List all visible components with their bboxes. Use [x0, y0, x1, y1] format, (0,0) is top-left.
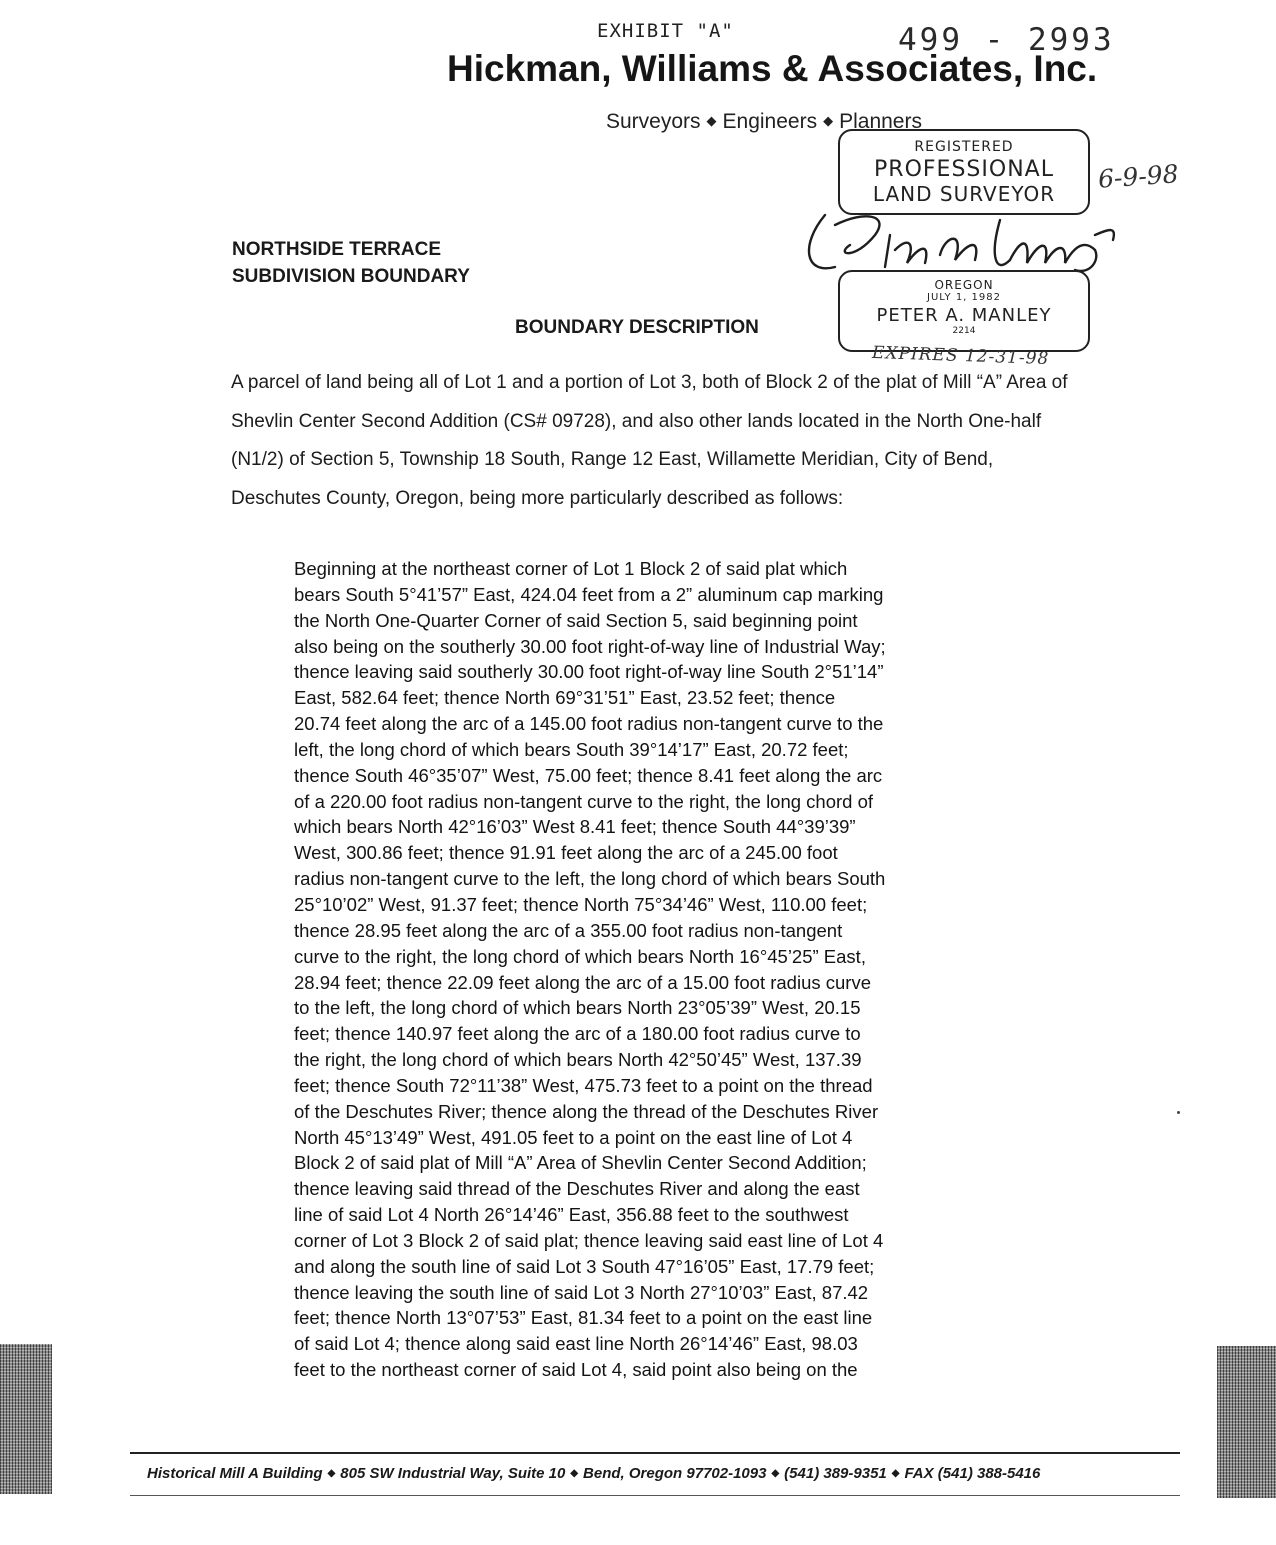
- legal-line: feet; thence North 13°07’53” East, 81.34 feet to a point on the east line: [294, 1307, 873, 1329]
- service-planners: Planners: [839, 110, 922, 133]
- legal-line: the North One-Quarter Corner of said Section 5, said beginning point: [294, 609, 858, 631]
- diamond-bullet-icon: ◆: [771, 1468, 780, 1479]
- legal-line: of a 220.00 foot radius non-tangent curve to the right, the long chord of: [294, 790, 874, 812]
- legal-line: feet to the northeast corner of said Lot 4, said point also being on the: [294, 1359, 858, 1381]
- scan-speck: [1177, 1111, 1180, 1114]
- intro-paragraph: A parcel of land being all of Lot 1 and a portion of Lot 3, both of Block 2 of the plat of Mill “A” Area of Shevlin Center Second Addition (CS# 09728), and also other lands located in the North One-half (N1/2) of Section 5, Township 18 South, Range 12 East, Willamette Meridian, City of Bend, Deschutes County, Oregon, being more particularly described as follows:: [231, 372, 1068, 509]
- service-engineers: Engineers: [722, 110, 818, 133]
- footer-city: Bend, Oregon 97702-1093: [583, 1465, 767, 1482]
- legal-line: and along the south line of said Lot 3 South 47°16’05” East, 17.79 feet;: [294, 1255, 875, 1277]
- legal-line: Block 2 of said plat of Mill “A” Area of Shevlin Center Second Addition;: [294, 1152, 867, 1174]
- footer-divider: [130, 1495, 1180, 1496]
- stamp-registered: REGISTERED: [914, 139, 1014, 155]
- service-surveyors: Surveyors: [606, 110, 701, 133]
- subdivision-line-1: NORTHSIDE TERRACE: [232, 239, 442, 260]
- legal-line: of the Deschutes River; thence along the thread of the Deschutes River: [294, 1100, 879, 1122]
- legal-line: West, 300.86 feet; thence 91.91 feet along the arc of a 245.00 foot: [294, 842, 838, 864]
- diamond-bullet-icon: ◆: [891, 1468, 900, 1479]
- footer-divider: [130, 1452, 1180, 1454]
- footer-phone: (541) 389-9351: [784, 1465, 887, 1482]
- handwritten-expiration: EXPIRES 12-31-98: [871, 342, 1050, 370]
- legal-line: thence leaving said southerly 30.00 foot right-of-way line South 2°51’14”: [294, 661, 884, 683]
- stamp-number: 2214: [952, 326, 976, 336]
- surveyor-stamp-header: [838, 129, 1090, 215]
- surveyor-stamp-footer: [838, 270, 1090, 352]
- legal-description: [294, 556, 1009, 1383]
- footer-building: Historical Mill A Building: [147, 1465, 323, 1482]
- legal-line: 20.74 feet along the arc of a 145.00 foot radius non-tangent curve to the: [294, 713, 884, 735]
- stamp-land-surveyor: LAND SURVEYOR: [872, 182, 1056, 206]
- legal-line: curve to the right, the long chord of which bears North 16°45’25” East,: [294, 945, 866, 967]
- legal-line: corner of Lot 3 Block 2 of said plat; thence leaving said east line of Lot 4: [294, 1229, 884, 1251]
- footer-address: [147, 1465, 1040, 1482]
- section-title: BOUNDARY DESCRIPTION: [515, 317, 759, 338]
- scan-margin-artifact: [1217, 1346, 1276, 1498]
- subdivision-heading: [232, 236, 470, 290]
- diamond-bullet-icon: ◆: [327, 1468, 336, 1479]
- legal-line: which bears North 42°16’03” West 8.41 feet; thence South 44°39’39”: [294, 816, 856, 838]
- exhibit-label: EXHIBIT "A": [597, 20, 734, 42]
- legal-line: feet; thence South 72°11’38” West, 475.73 feet to a point on the thread: [294, 1074, 873, 1096]
- legal-line: also being on the southerly 30.00 foot right-of-way line of Industrial Way;: [294, 635, 886, 657]
- diamond-bullet-icon: ◆: [570, 1468, 579, 1479]
- footer-street: 805 SW Industrial Way, Suite 10: [340, 1465, 566, 1482]
- handwritten-date: 6-9-98: [1097, 159, 1180, 194]
- scan-margin-artifact: [0, 1344, 52, 1494]
- stamp-professional: PROFESSIONAL: [874, 157, 1054, 182]
- document-number: 499 - 2993: [898, 22, 1115, 58]
- legal-line: of said Lot 4; thence along said east line North 26°14’46” East, 98.03: [294, 1333, 858, 1355]
- stamp-date: JULY 1, 1982: [927, 292, 1001, 303]
- firm-name: Hickman, Williams & Associates, Inc.: [447, 48, 1098, 89]
- legal-line: the right, the long chord of which bears North 42°50’45” West, 137.39: [294, 1049, 862, 1071]
- legal-line: radius non-tangent curve to the left, the long chord of which bears South: [294, 868, 886, 890]
- legal-line: thence South 46°35’07” West, 75.00 feet; thence 8.41 feet along the arc: [294, 764, 883, 786]
- legal-line: thence leaving said thread of the Deschutes River and along the east: [294, 1178, 860, 1200]
- legal-line: left, the long chord of which bears South 39°14’17” East, 20.72 feet;: [294, 738, 849, 760]
- legal-line: 28.94 feet; thence 22.09 feet along the arc of a 15.00 foot radius curve: [294, 971, 871, 993]
- legal-line: 25°10’02” West, 91.37 feet; thence North 75°34’46” West, 110.00 feet;: [294, 893, 868, 915]
- subdivision-line-2: SUBDIVISION BOUNDARY: [232, 266, 470, 287]
- legal-line: feet; thence 140.97 feet along the arc of a 180.00 foot radius curve to: [294, 1023, 861, 1045]
- stamp-state: OREGON: [934, 278, 994, 292]
- legal-line: Beginning at the northeast corner of Lot 1 Block 2 of said plat which: [294, 558, 848, 579]
- legal-line: thence leaving the south line of said Lot 3 North 27°10’03” East, 87.42: [294, 1281, 869, 1303]
- stamp-name: PETER A. MANLEY: [876, 305, 1052, 326]
- legal-line: East, 582.64 feet; thence North 69°31’51” East, 23.52 feet; thence: [294, 687, 836, 709]
- diamond-bullet-icon: ◆: [823, 113, 834, 128]
- footer-fax: FAX (541) 388-5416: [904, 1465, 1041, 1482]
- legal-line: bears South 5°41’57” East, 424.04 feet from a 2” aluminum cap marking: [294, 583, 884, 605]
- legal-line: North 45°13’49” West, 491.05 feet to a point on the east line of Lot 4: [294, 1126, 853, 1148]
- diamond-bullet-icon: ◆: [706, 113, 717, 128]
- legal-line: line of said Lot 4 North 26°14’46” East, 356.88 feet to the southwest: [294, 1204, 849, 1226]
- legal-line: thence 28.95 feet along the arc of a 355.00 foot radius non-tangent: [294, 919, 843, 941]
- legal-line: to the left, the long chord of which bears North 23°05’39” West, 20.15: [294, 997, 861, 1019]
